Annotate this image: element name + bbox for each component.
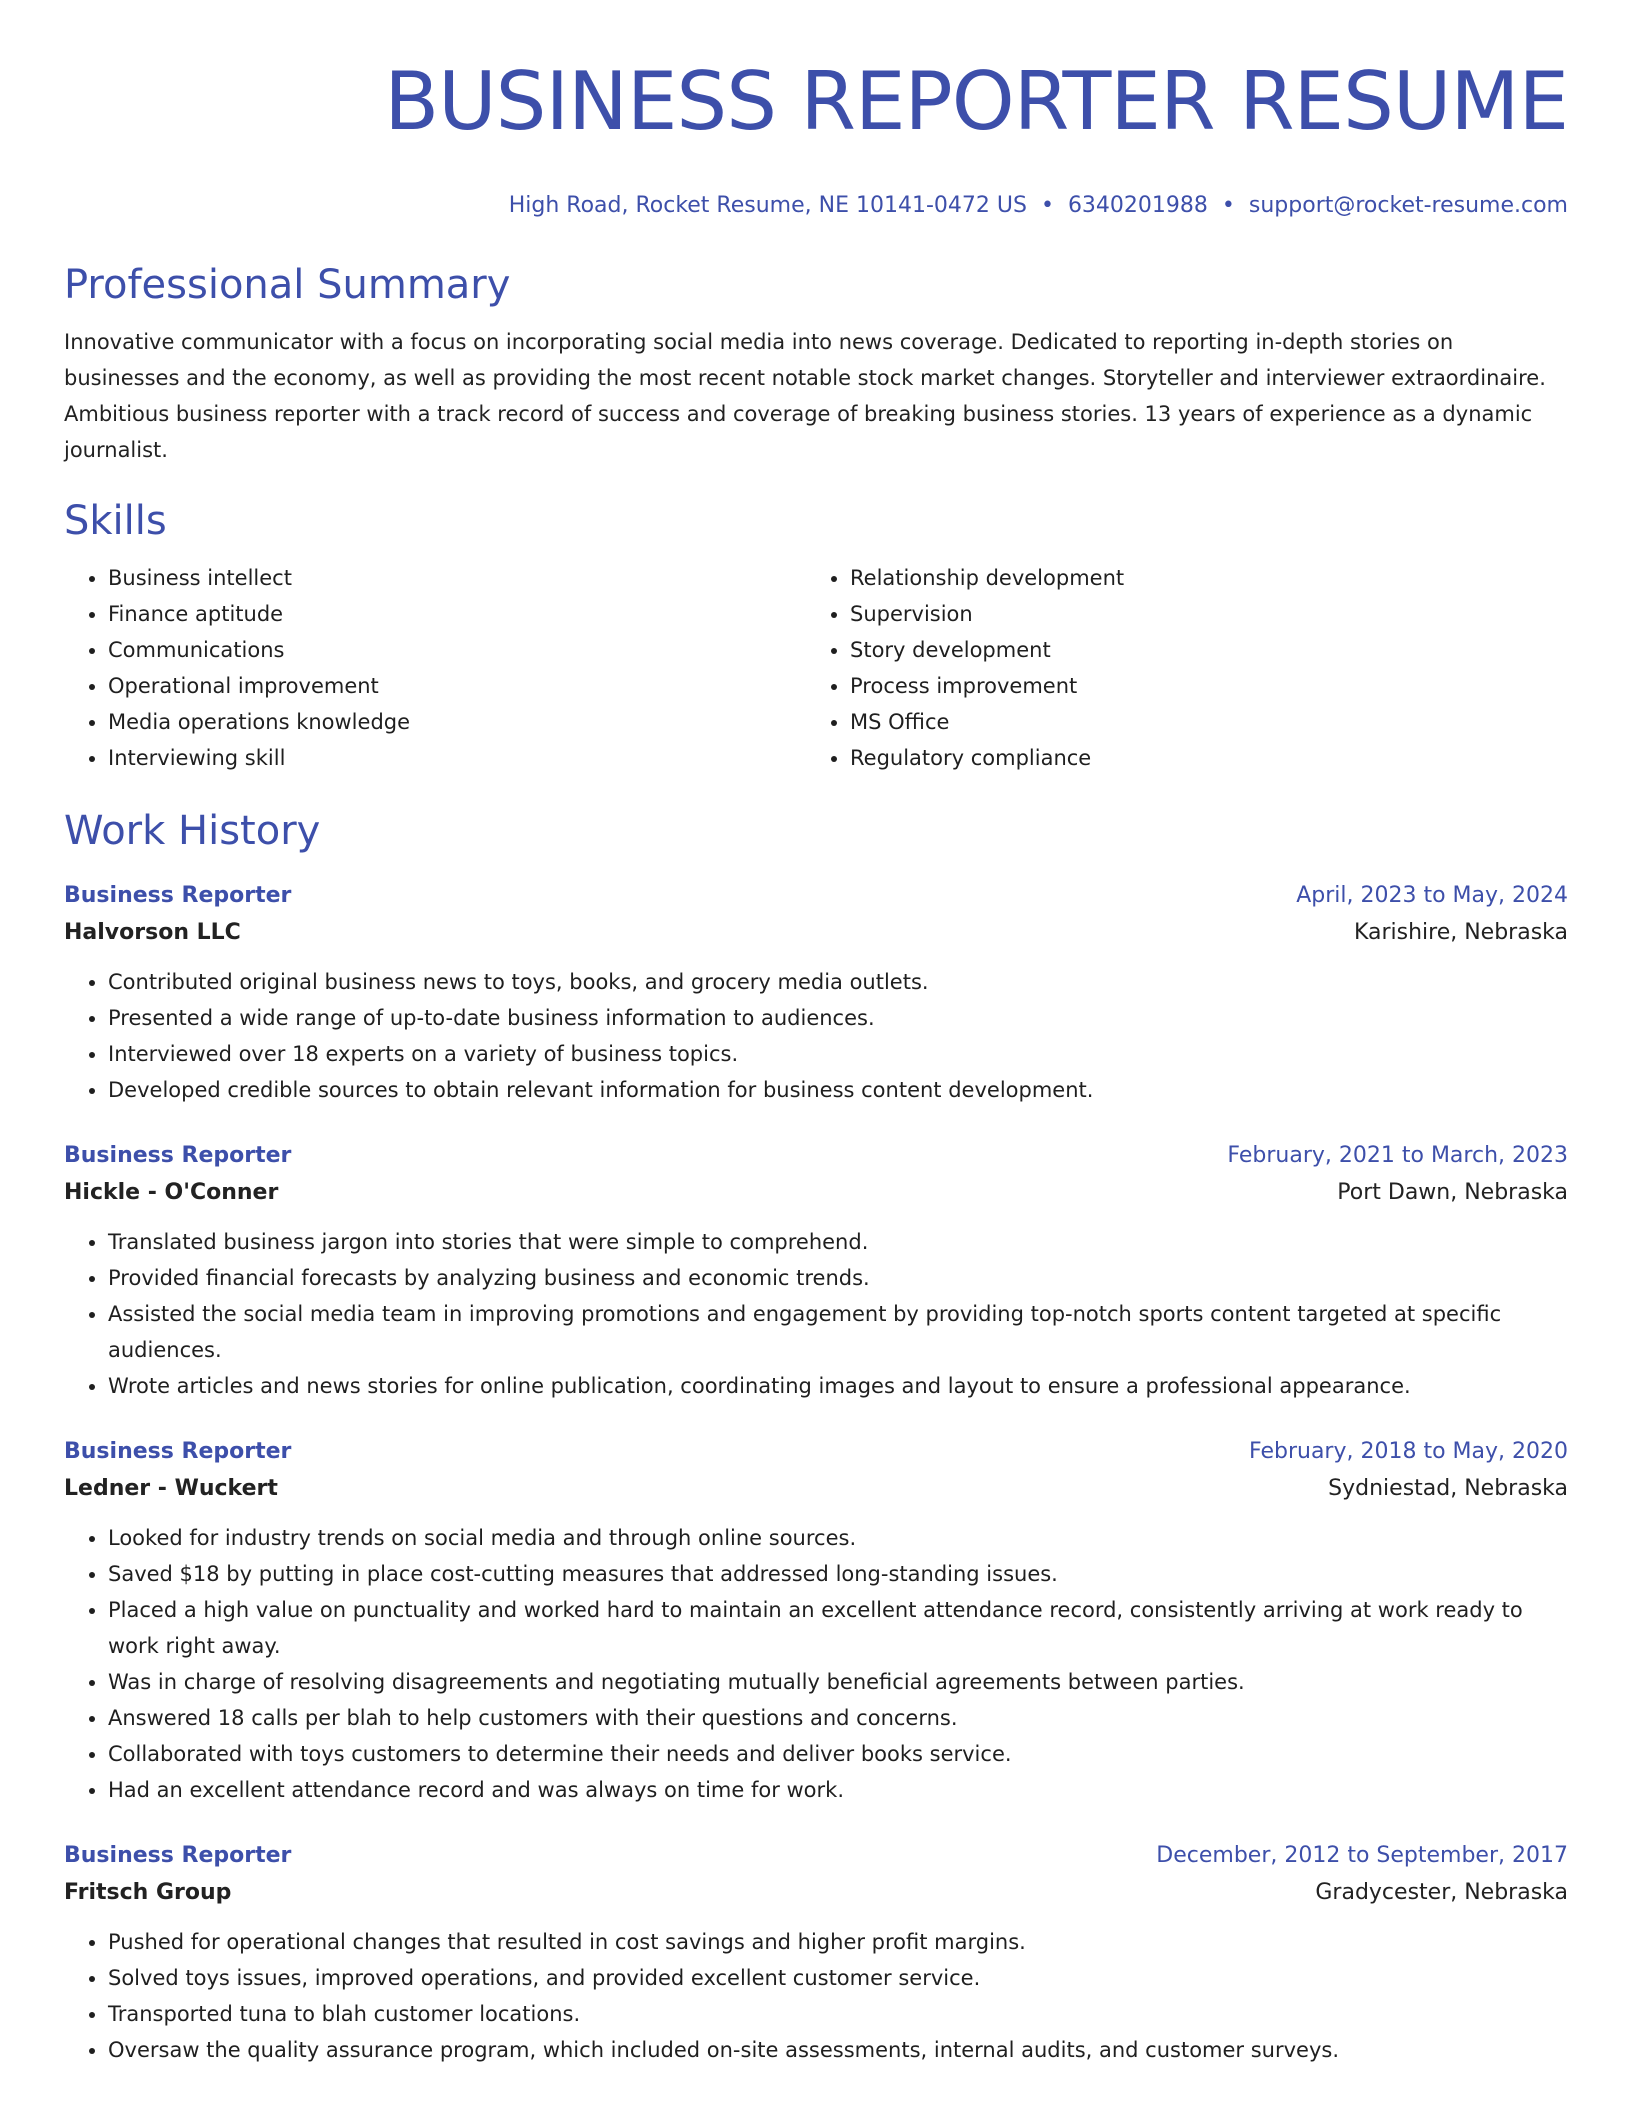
skills-column-left bbox=[64, 560, 806, 776]
job-bullet: • Interviewed over 18 experts on a variety of business topics. bbox=[108, 1036, 1568, 1072]
job-bullet: • Looked for industry trends on social media and through online sources. bbox=[108, 1520, 1568, 1556]
job-bullet: • Developed credible sources to obtain relevant information for business content development. bbox=[108, 1072, 1568, 1108]
job-entry bbox=[64, 1838, 1568, 2068]
email: support@rocket-resume.com bbox=[1248, 193, 1568, 218]
job-bullet: • Collaborated with toys customers to determine their needs and deliver books service. bbox=[108, 1736, 1568, 1772]
resume-header bbox=[64, 0, 1568, 220]
job-location: Port Dawn, Nebraska bbox=[1337, 1180, 1568, 1205]
job-dates: February, 2018 to May, 2020 bbox=[1249, 1439, 1568, 1464]
job-location: Gradycester, Nebraska bbox=[1315, 1880, 1568, 1905]
skill-item: • Interviewing skill bbox=[108, 740, 806, 776]
job-dates: April, 2023 to May, 2024 bbox=[1296, 883, 1568, 908]
job-bullets bbox=[64, 1224, 1568, 1404]
company-name: Hickle - O'Conner bbox=[64, 1180, 279, 1205]
skill-item: • Operational improvement bbox=[108, 668, 806, 704]
skills-list bbox=[64, 560, 1568, 776]
separator-dot: • bbox=[1040, 193, 1054, 218]
skill-item: • Regulatory compliance bbox=[850, 740, 1548, 776]
job-bullet: • Provided financial forecasts by analyzing business and economic trends. bbox=[108, 1260, 1568, 1296]
section-title-skills: Skills bbox=[64, 498, 167, 544]
resume-title: BUSINESS REPORTER RESUME bbox=[384, 55, 1568, 148]
skill-item: • MS Office bbox=[850, 704, 1548, 740]
skill-item: • Media operations knowledge bbox=[108, 704, 806, 740]
job-company-row bbox=[64, 1174, 1568, 1212]
job-bullets bbox=[64, 1924, 1568, 2068]
skill-item: • Relationship development bbox=[850, 560, 1548, 596]
job-bullet: • Wrote articles and news stories for online publication, coordinating images and layout to ensure a professional appearance. bbox=[108, 1368, 1568, 1404]
skills-column-right bbox=[806, 560, 1548, 776]
skill-item: • Supervision bbox=[850, 596, 1548, 632]
job-title: Business Reporter bbox=[64, 1439, 292, 1464]
skill-item: • Story development bbox=[850, 632, 1548, 668]
job-bullet: • Pushed for operational changes that resulted in cost savings and higher profit margins. bbox=[108, 1924, 1568, 1960]
job-title: Business Reporter bbox=[64, 883, 292, 908]
job-dates: February, 2021 to March, 2023 bbox=[1227, 1143, 1568, 1168]
job-bullet: • Was in charge of resolving disagreements and negotiating mutually beneficial agreements between parties. bbox=[108, 1664, 1568, 1700]
separator-dot: • bbox=[1221, 193, 1235, 218]
contact-line bbox=[64, 192, 1568, 220]
job-bullets bbox=[64, 964, 1568, 1108]
job-bullet: • Saved $18 by putting in place cost-cutting measures that addressed long-standing issues. bbox=[108, 1556, 1568, 1592]
summary-text: Innovative communicator with a focus on incorporating social media into news coverage. Dedicated to reporting in-depth stories on businesses and the economy, as well as providing the most recent notable stock market changes. Storyteller and interviewer extraordinaire. Ambitious business reporter with a track record of success and coverage of breaking business stories. 13 years of experience as a dynamic journalist. bbox=[64, 330, 1546, 462]
section-title-summary: Professional Summary bbox=[64, 262, 511, 308]
job-bullet: • Oversaw the quality assurance program, which included on-site assessments, internal audits, and customer surveys. bbox=[108, 2032, 1568, 2068]
job-header-row bbox=[64, 1138, 1568, 1174]
address: High Road, Rocket Resume, NE 10141-0472 US bbox=[508, 193, 1027, 218]
job-entry bbox=[64, 1138, 1568, 1404]
job-company-row bbox=[64, 914, 1568, 952]
job-bullet: • Contributed original business news to toys, books, and grocery media outlets. bbox=[108, 964, 1568, 1000]
job-bullet: • Answered 18 calls per blah to help customers with their questions and concerns. bbox=[108, 1700, 1568, 1736]
job-location: Sydniestad, Nebraska bbox=[1328, 1476, 1568, 1501]
job-bullet: • Transported tuna to blah customer locations. bbox=[108, 1996, 1568, 2032]
skill-item: • Business intellect bbox=[108, 560, 806, 596]
job-entry bbox=[64, 878, 1568, 1108]
job-dates: December, 2012 to September, 2017 bbox=[1156, 1843, 1568, 1868]
job-company-row bbox=[64, 1874, 1568, 1912]
job-bullet: • Had an excellent attendance record and was always on time for work. bbox=[108, 1772, 1568, 1808]
skill-item: • Process improvement bbox=[850, 668, 1548, 704]
skill-item: • Communications bbox=[108, 632, 806, 668]
job-bullet: • Solved toys issues, improved operations, and provided excellent customer service. bbox=[108, 1960, 1568, 1996]
job-company-row bbox=[64, 1470, 1568, 1508]
job-header-row bbox=[64, 878, 1568, 914]
job-bullet: • Assisted the social media team in improving promotions and engagement by providing top-notch sports content targeted at specific audiences. bbox=[108, 1296, 1568, 1368]
job-location: Karishire, Nebraska bbox=[1353, 920, 1568, 945]
company-name: Halvorson LLC bbox=[64, 920, 241, 945]
job-bullet: • Translated business jargon into stories that were simple to comprehend. bbox=[108, 1224, 1568, 1260]
job-bullet: • Presented a wide range of up-to-date business information to audiences. bbox=[108, 1000, 1568, 1036]
company-name: Ledner - Wuckert bbox=[64, 1476, 278, 1501]
job-bullet: • Placed a high value on punctuality and worked hard to maintain an excellent attendance record, consistently arriving at work ready to work right away. bbox=[108, 1592, 1568, 1664]
job-title: Business Reporter bbox=[64, 1843, 292, 1868]
job-header-row bbox=[64, 1434, 1568, 1470]
job-entry bbox=[64, 1434, 1568, 1808]
job-bullets bbox=[64, 1520, 1568, 1808]
job-header-row bbox=[64, 1838, 1568, 1874]
skill-item: • Finance aptitude bbox=[108, 596, 806, 632]
job-title: Business Reporter bbox=[64, 1143, 292, 1168]
phone: 6340201988 bbox=[1067, 193, 1208, 218]
company-name: Fritsch Group bbox=[64, 1880, 232, 1905]
section-title-work-history: Work History bbox=[64, 808, 321, 854]
